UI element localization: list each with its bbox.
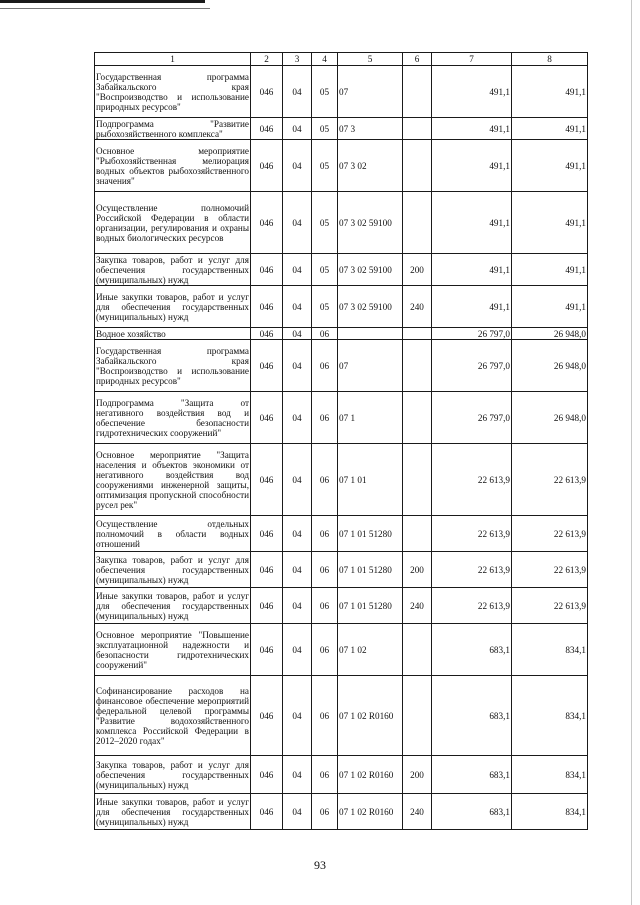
cell-expense-type: 240	[403, 588, 432, 624]
cell-expense-type	[403, 676, 432, 756]
cell-target-article: 07 3 02 59100	[338, 254, 403, 286]
cell-amount-2: 491,1	[512, 140, 588, 192]
cell-section: 04	[283, 286, 312, 328]
column-header: 3	[283, 53, 312, 66]
cell-amount-2: 22 613,9	[512, 552, 588, 588]
table-header-row	[95, 53, 588, 66]
cell-target-article: 07	[338, 340, 403, 392]
cell-subsection: 06	[312, 328, 338, 340]
cell-expense-type	[403, 118, 432, 140]
table-row	[95, 286, 588, 328]
column-header: 2	[251, 53, 283, 66]
cell-subsection: 05	[312, 286, 338, 328]
cell-expense-type	[403, 328, 432, 340]
row-name: Иные закупки товаров, работ и услуг для обеспечения государственных (муниципальных) нужд	[95, 588, 251, 624]
cell-amount-2: 26 948,0	[512, 328, 588, 340]
cell-section: 04	[283, 328, 312, 340]
cell-section: 04	[283, 794, 312, 830]
cell-admin-code: 046	[251, 756, 283, 794]
cell-subsection: 05	[312, 254, 338, 286]
cell-subsection: 06	[312, 552, 338, 588]
cell-section: 04	[283, 118, 312, 140]
cell-expense-type	[403, 392, 432, 444]
cell-section: 04	[283, 588, 312, 624]
cell-amount-1: 683,1	[432, 676, 512, 756]
page-number: 93	[314, 858, 326, 872]
row-name: Подпрограмма "Защита от негативного воздействия вод и обеспечение безопасности гидротехнических сооружений"	[95, 392, 251, 444]
column-header: 8	[512, 53, 588, 66]
cell-amount-1: 491,1	[432, 286, 512, 328]
cell-subsection: 06	[312, 756, 338, 794]
cell-admin-code: 046	[251, 392, 283, 444]
row-name: Основное мероприятие "Защита населения и объектов экономики от негативного воздействия вод сооружениями инженерной защиты, оптимизация пропускной способности русел рек"	[95, 444, 251, 516]
cell-target-article: 07 3 02 59100	[338, 192, 403, 254]
cell-expense-type: 200	[403, 756, 432, 794]
cell-amount-2: 834,1	[512, 756, 588, 794]
table-row	[95, 794, 588, 830]
cell-admin-code: 046	[251, 66, 283, 118]
cell-section: 04	[283, 66, 312, 118]
cell-amount-1: 491,1	[432, 192, 512, 254]
cell-section: 04	[283, 516, 312, 552]
cell-section: 04	[283, 756, 312, 794]
cell-target-article: 07 1	[338, 392, 403, 444]
cell-amount-1: 22 613,9	[432, 444, 512, 516]
cell-admin-code: 046	[251, 516, 283, 552]
cell-amount-1: 683,1	[432, 756, 512, 794]
table-row	[95, 552, 588, 588]
cell-admin-code: 046	[251, 118, 283, 140]
cell-amount-1: 22 613,9	[432, 588, 512, 624]
row-name: Закупка товаров, работ и услуг для обеспечения государственных (муниципальных) нужд	[95, 756, 251, 794]
cell-amount-1: 491,1	[432, 66, 512, 118]
cell-expense-type	[403, 516, 432, 552]
cell-amount-2: 26 948,0	[512, 392, 588, 444]
cell-amount-2: 491,1	[512, 118, 588, 140]
table-row	[95, 340, 588, 392]
row-name: Осуществление полномочий Российской Федерации в области организации, регулирования и охраны водных биологических ресурсов	[95, 192, 251, 254]
row-name: Иные закупки товаров, работ и услуг для обеспечения государственных (муниципальных) нужд	[95, 286, 251, 328]
table-row	[95, 756, 588, 794]
cell-expense-type: 240	[403, 286, 432, 328]
cell-subsection: 06	[312, 340, 338, 392]
row-name: Осуществление отдельных полномочий в области водных отношений	[95, 516, 251, 552]
cell-amount-1: 22 613,9	[432, 516, 512, 552]
cell-amount-1: 491,1	[432, 254, 512, 286]
cell-amount-1: 26 797,0	[432, 328, 512, 340]
row-name: Закупка товаров, работ и услуг для обеспечения государственных (муниципальных) нужд	[96, 254, 249, 285]
cell-admin-code: 046	[251, 588, 283, 624]
cell-subsection: 06	[312, 624, 338, 676]
column-header: 6	[403, 53, 432, 66]
budget-table	[94, 52, 588, 830]
cell-amount-1: 683,1	[432, 794, 512, 830]
cell-admin-code: 046	[251, 676, 283, 756]
cell-section: 04	[283, 140, 312, 192]
column-header: 7	[432, 53, 512, 66]
table-row	[95, 516, 588, 552]
cell-subsection: 06	[312, 676, 338, 756]
cell-target-article: 07 1 01	[338, 444, 403, 516]
cell-admin-code: 046	[251, 552, 283, 588]
cell-section: 04	[283, 624, 312, 676]
cell-amount-1: 683,1	[432, 624, 512, 676]
cell-amount-1: 22 613,9	[432, 552, 512, 588]
cell-expense-type: 240	[403, 794, 432, 830]
cell-section: 04	[283, 444, 312, 516]
column-header: 4	[312, 53, 338, 66]
column-header: 1	[95, 53, 251, 66]
cell-expense-type	[403, 624, 432, 676]
table-row	[95, 192, 588, 254]
scan-margin-line	[631, 0, 632, 905]
cell-subsection: 06	[312, 516, 338, 552]
scan-edge-bar	[0, 0, 205, 3]
cell-target-article: 07 1 01 51280	[338, 516, 403, 552]
cell-admin-code: 046	[251, 794, 283, 830]
cell-amount-2: 834,1	[512, 794, 588, 830]
table-row	[95, 676, 588, 756]
cell-subsection: 05	[312, 118, 338, 140]
row-name: Государственная программа Забайкальского края "Воспроизводство и использование природных ресурсов"	[95, 66, 251, 118]
cell-admin-code: 046	[251, 340, 283, 392]
cell-target-article: 07 1 01 51280	[338, 588, 403, 624]
row-name: Закупка товаров, работ и услуг для обеспечения государственных (муниципальных) нужд	[95, 552, 251, 588]
cell-amount-2: 834,1	[512, 624, 588, 676]
cell-target-article: 07	[338, 66, 403, 118]
cell-section: 04	[283, 192, 312, 254]
row-name: Подпрограмма "Развитие рыбохозяйственного комплекса"	[96, 118, 249, 139]
cell-expense-type	[403, 66, 432, 118]
cell-target-article	[338, 328, 403, 340]
cell-target-article: 07 1 02 R0160	[338, 676, 403, 756]
cell-expense-type	[403, 340, 432, 392]
cell-amount-2: 834,1	[512, 676, 588, 756]
cell-subsection: 06	[312, 444, 338, 516]
table-row	[95, 118, 588, 140]
table-row	[95, 624, 588, 676]
cell-target-article: 07 3	[338, 118, 403, 140]
cell-amount-2: 491,1	[512, 192, 588, 254]
row-name: Основное мероприятие "Повышение эксплуатационной надежности и безопасности гидротехнических сооружений"	[95, 624, 251, 676]
cell-expense-type	[403, 192, 432, 254]
cell-target-article: 07 3 02	[338, 140, 403, 192]
cell-subsection: 06	[312, 392, 338, 444]
cell-target-article: 07 1 02	[338, 624, 403, 676]
column-header: 5	[338, 53, 403, 66]
cell-amount-2: 22 613,9	[512, 444, 588, 516]
cell-subsection: 06	[312, 588, 338, 624]
cell-section: 04	[283, 254, 312, 286]
cell-expense-type: 200	[403, 552, 432, 588]
cell-target-article: 07 1 01 51280	[338, 552, 403, 588]
cell-admin-code: 046	[251, 328, 283, 340]
cell-subsection: 05	[312, 140, 338, 192]
cell-amount-1: 491,1	[432, 140, 512, 192]
cell-section: 04	[283, 676, 312, 756]
cell-admin-code: 046	[251, 254, 283, 286]
table-row	[95, 328, 588, 340]
cell-target-article: 07 1 02 R0160	[338, 794, 403, 830]
cell-amount-1: 26 797,0	[432, 392, 512, 444]
cell-section: 04	[283, 340, 312, 392]
cell-admin-code: 046	[251, 286, 283, 328]
cell-admin-code: 046	[251, 624, 283, 676]
cell-subsection: 05	[312, 192, 338, 254]
table-row	[95, 392, 588, 444]
cell-admin-code: 046	[251, 140, 283, 192]
cell-amount-2: 26 948,0	[512, 340, 588, 392]
cell-amount-2: 491,1	[512, 286, 588, 328]
table-row	[95, 254, 588, 286]
table-row	[95, 66, 588, 118]
cell-section: 04	[283, 392, 312, 444]
cell-subsection: 05	[312, 66, 338, 118]
cell-admin-code: 046	[251, 444, 283, 516]
row-name: Основное мероприятие "Рыбохозяйственная мелиорация водных объектов рыбохозяйственного значения"	[95, 140, 251, 192]
cell-target-article: 07 1 02 R0160	[338, 756, 403, 794]
cell-target-article: 07 3 02 59100	[338, 286, 403, 328]
table-row	[95, 588, 588, 624]
table-row	[95, 444, 588, 516]
cell-expense-type	[403, 140, 432, 192]
cell-amount-2: 491,1	[512, 254, 588, 286]
table-row	[95, 140, 588, 192]
row-name: Государственная программа Забайкальского края "Воспроизводство и использование природных ресурсов"	[95, 340, 251, 392]
cell-amount-2: 22 613,9	[512, 516, 588, 552]
cell-admin-code: 046	[251, 192, 283, 254]
cell-amount-1: 491,1	[432, 118, 512, 140]
row-name: Водное хозяйство	[95, 328, 251, 340]
cell-amount-1: 26 797,0	[432, 340, 512, 392]
cell-section: 04	[283, 552, 312, 588]
cell-amount-2: 491,1	[512, 66, 588, 118]
row-name: Софинансирование расходов на финансовое обеспечение мероприятий федеральной целевой программы "Развитие водохозяйственного комплекса Российской Федерации в 2012–2020 годах"	[95, 676, 251, 756]
cell-expense-type: 200	[403, 254, 432, 286]
cell-amount-2: 22 613,9	[512, 588, 588, 624]
row-name: Иные закупки товаров, работ и услуг для обеспечения государственных (муниципальных) нужд	[95, 794, 251, 830]
scan-edge-line	[0, 8, 210, 9]
cell-expense-type	[403, 444, 432, 516]
cell-subsection: 06	[312, 794, 338, 830]
